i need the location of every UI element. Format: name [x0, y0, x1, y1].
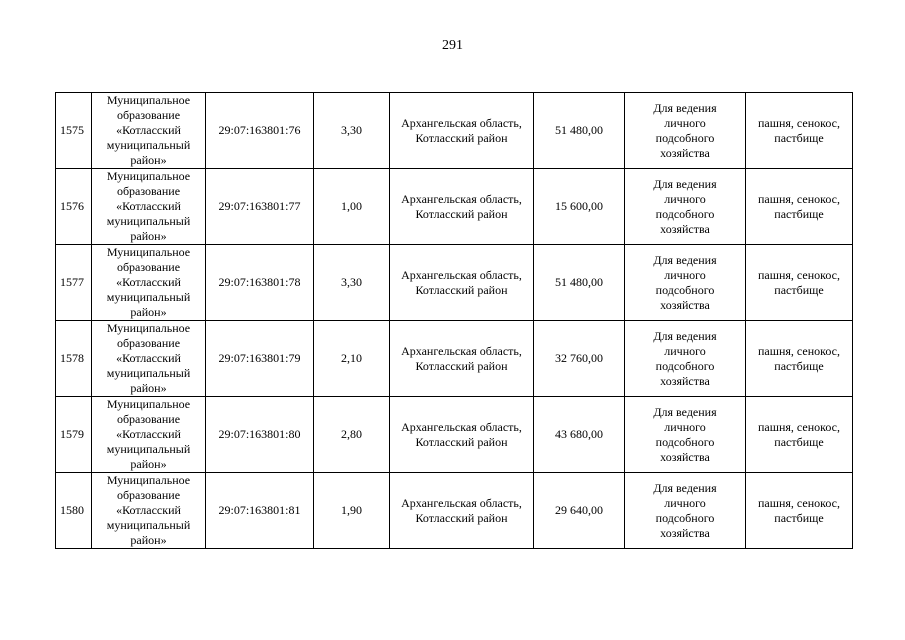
table-row [56, 397, 853, 473]
cadastral-value-cell: 51 480,00 [534, 245, 625, 321]
page-number: 291 [442, 38, 463, 53]
land-use-cell: пашня, сенокос, пастбище [746, 397, 853, 473]
owner-cell: Муниципальное образование «Котласский муниципальный район» [92, 93, 206, 169]
cadastral-number-cell: 29:07:163801:76 [206, 93, 314, 169]
land-use-cell: пашня, сенокос, пастбище [746, 169, 853, 245]
cadastral-value-cell: 43 680,00 [534, 397, 625, 473]
table-body [56, 93, 853, 549]
location-cell: Архангельская область, Котласский район [390, 473, 534, 549]
cadastral-number-cell: 29:07:163801:81 [206, 473, 314, 549]
land-plots-table [55, 92, 853, 549]
table-row [56, 245, 853, 321]
location-cell: Архангельская область, Котласский район [390, 321, 534, 397]
row-number-cell: 1577 [56, 245, 92, 321]
cadastral-number-cell: 29:07:163801:78 [206, 245, 314, 321]
permitted-use-cell: Для ведения личного подсобного хозяйства [625, 245, 746, 321]
owner-cell: Муниципальное образование «Котласский муниципальный район» [92, 245, 206, 321]
table-row [56, 321, 853, 397]
area-cell: 1,00 [314, 169, 390, 245]
location-cell: Архангельская область, Котласский район [390, 93, 534, 169]
cadastral-number-cell: 29:07:163801:79 [206, 321, 314, 397]
land-use-cell: пашня, сенокос, пастбище [746, 93, 853, 169]
land-use-cell: пашня, сенокос, пастбище [746, 473, 853, 549]
row-number-cell: 1580 [56, 473, 92, 549]
row-number-cell: 1579 [56, 397, 92, 473]
permitted-use-cell: Для ведения личного подсобного хозяйства [625, 473, 746, 549]
cadastral-value-cell: 15 600,00 [534, 169, 625, 245]
area-cell: 2,10 [314, 321, 390, 397]
row-number-cell: 1578 [56, 321, 92, 397]
owner-cell: Муниципальное образование «Котласский муниципальный район» [92, 321, 206, 397]
land-use-cell: пашня, сенокос, пастбище [746, 321, 853, 397]
table-row [56, 93, 853, 169]
area-cell: 1,90 [314, 473, 390, 549]
permitted-use-cell: Для ведения личного подсобного хозяйства [625, 321, 746, 397]
cadastral-number-cell: 29:07:163801:80 [206, 397, 314, 473]
location-cell: Архангельская область, Котласский район [390, 245, 534, 321]
location-cell: Архангельская область, Котласский район [390, 397, 534, 473]
table-row [56, 169, 853, 245]
area-cell: 3,30 [314, 93, 390, 169]
cadastral-number-cell: 29:07:163801:77 [206, 169, 314, 245]
area-cell: 3,30 [314, 245, 390, 321]
cadastral-value-cell: 32 760,00 [534, 321, 625, 397]
cadastral-value-cell: 29 640,00 [534, 473, 625, 549]
permitted-use-cell: Для ведения личного подсобного хозяйства [625, 93, 746, 169]
permitted-use-cell: Для ведения личного подсобного хозяйства [625, 169, 746, 245]
row-number-cell: 1576 [56, 169, 92, 245]
area-cell: 2,80 [314, 397, 390, 473]
owner-cell: Муниципальное образование «Котласский муниципальный район» [92, 169, 206, 245]
permitted-use-cell: Для ведения личного подсобного хозяйства [625, 397, 746, 473]
owner-cell: Муниципальное образование «Котласский муниципальный район» [92, 397, 206, 473]
owner-cell: Муниципальное образование «Котласский муниципальный район» [92, 473, 206, 549]
land-use-cell: пашня, сенокос, пастбище [746, 245, 853, 321]
table-row [56, 473, 853, 549]
row-number-cell: 1575 [56, 93, 92, 169]
location-cell: Архангельская область, Котласский район [390, 169, 534, 245]
cadastral-value-cell: 51 480,00 [534, 93, 625, 169]
